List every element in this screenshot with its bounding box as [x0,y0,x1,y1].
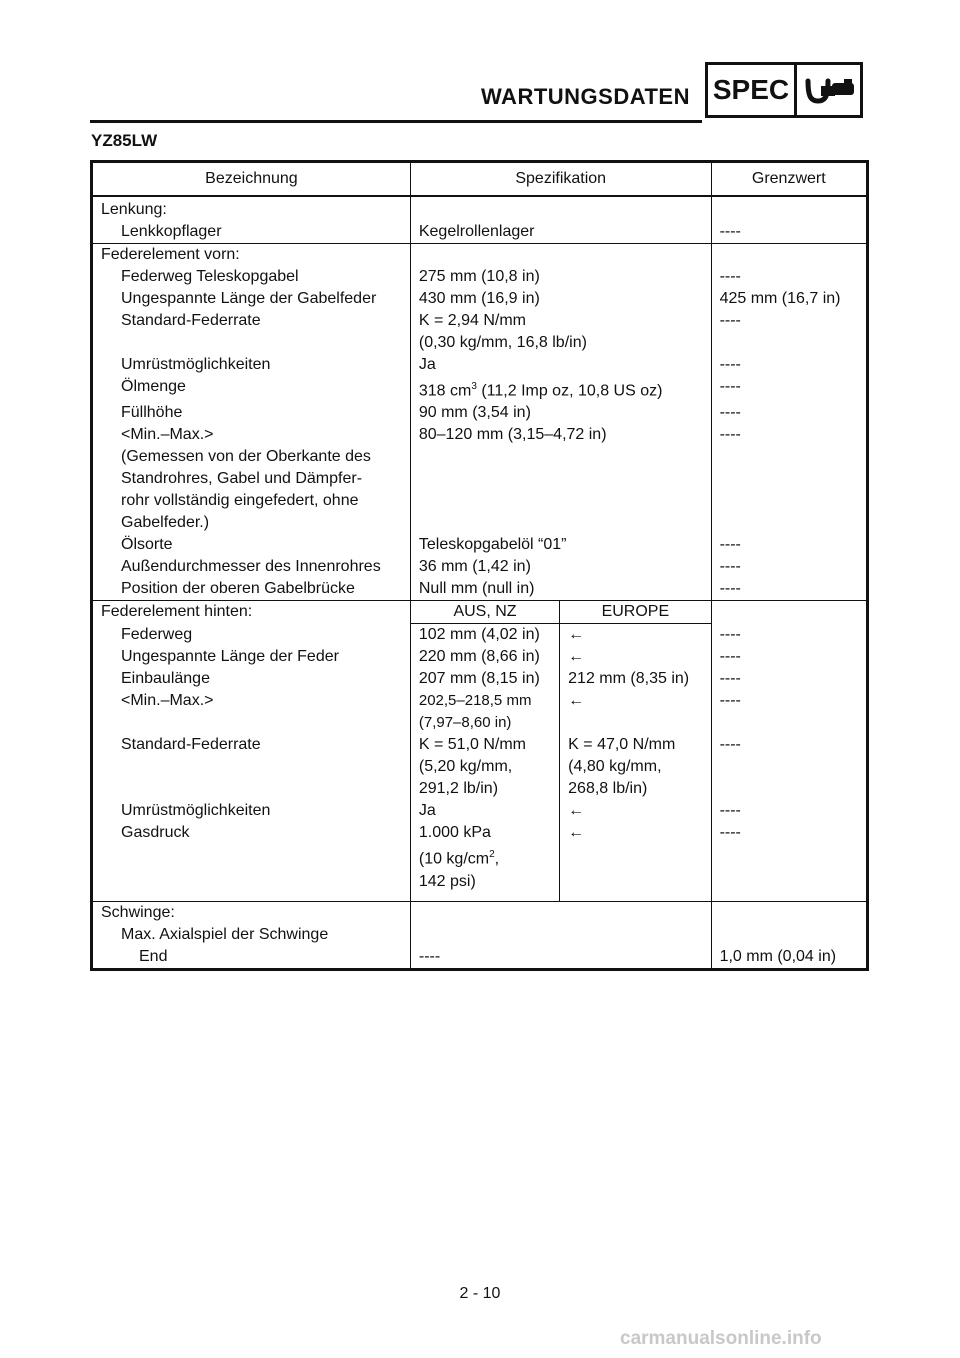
name-line: <Min.–Max.> [121,426,214,444]
spec-line: 1.000 kPa [418,824,491,842]
row-limit: ---- [711,534,867,556]
table-row [92,946,868,970]
row-name: Standard-Federrate [121,312,261,329]
row-limit: ---- [711,402,867,424]
spec-line: 202,5–218,5 mm [418,692,532,710]
row-spec-aus-nz [410,690,559,734]
row-limit: 1,0 mm (0,04 in) [711,946,867,970]
row-name: Füllhöhe [121,404,183,422]
row-spec: Null mm (null in) [410,578,711,601]
row-spec: 430 mm (16,9 in) [410,288,711,310]
row-limit: ---- [711,800,867,822]
row-limit: ---- [711,424,867,534]
name-line: (Gemessen von der Oberkante des [121,448,371,466]
table-row [92,668,868,690]
row-spec: Teleskopgabelöl “01” [410,534,711,556]
table-row [92,402,868,424]
row-name [92,424,411,534]
row-name: Umrüstmöglichkeiten [121,802,271,820]
row-spec: 36 mm (1,42 in) [410,556,711,578]
spec-text: , [494,850,500,868]
table-row [92,822,868,901]
row-limit: ---- [711,734,867,800]
page-header-title: WARTUNGSDATEN [481,84,690,109]
group-row [92,901,868,924]
model-heading: YZ85LW [91,131,158,150]
spec-line: (7,97–8,60 in) [418,714,512,732]
row-spec-europe: ← [560,822,711,901]
row-spec-aus-nz: 207 mm (8,15 in) [410,668,559,690]
spec-line: (0,30 kg/mm, 16,8 lb/in) [418,334,587,351]
group-label: Federelement hinten: [92,601,411,624]
group-label: Lenkung: [101,201,167,218]
table-row [92,646,868,668]
row-spec: ---- [410,946,711,970]
spec-text: (10 kg/cm [418,850,490,868]
table-row [92,924,868,946]
spec-line: 142 psi) [418,872,476,890]
row-name: Standard-Federrate [121,736,261,754]
table-row [92,376,868,402]
row-spec-aus-nz: 102 mm (4,02 in) [410,624,559,647]
row-spec [410,310,711,354]
row-spec: 90 mm (3,54 in) [410,402,711,424]
row-limit: ---- [711,646,867,668]
subheader-europe: EUROPE [560,601,711,624]
row-spec: 80–120 mm (3,15–4,72 in) [410,424,711,534]
row-name: <Min.–Max.> [121,692,214,710]
spec-line: 268,8 lb/in) [568,780,648,798]
spec-badge [705,62,863,118]
row-name: Position der oberen Gabelbrücke [121,580,355,598]
row-spec-aus-nz: 220 mm (8,66 in) [410,646,559,668]
spec-line: K = 51,0 N/mm [418,736,527,754]
table-row [92,800,868,822]
row-name: Ölmenge [121,378,186,395]
column-header: Grenzwert [711,162,867,197]
row-name: Gasdruck [121,824,190,842]
spec-table [90,160,869,971]
spec-line [419,844,551,870]
spec-line: (4,80 kg/mm, [568,758,662,776]
row-spec-europe: 212 mm (8,35 in) [560,668,711,690]
row-limit: ---- [711,556,867,578]
row-spec-europe [560,734,711,800]
row-name: Außendurchmesser des Innenrohres [121,558,381,576]
group-label: Federelement vorn: [92,244,411,267]
row-spec: 275 mm (10,8 in) [410,266,711,288]
row-spec-europe: ← [560,624,711,647]
row-name: End [139,947,168,965]
row-name: Einbaulänge [121,670,210,688]
row-spec: Kegelrollenlager [410,221,711,244]
row-name: Lenkkopflager [121,223,222,240]
name-line: Standrohres, Gabel und Dämpfer- [121,470,363,488]
row-spec-europe: ← [560,690,711,734]
spec-text: (11,2 Imp oz, 10,8 US oz) [476,382,663,400]
table-header-row [92,162,868,197]
row-limit: ---- [711,822,867,901]
row-spec [410,376,711,402]
subheader-aus-nz: AUS, NZ [410,601,559,624]
row-spec-aus-nz [410,822,559,901]
subgroup-label: Max. Axialspiel der Schwinge [121,925,329,943]
row-limit: ---- [711,376,867,402]
row-spec-aus-nz: Ja [410,800,559,822]
row-limit: ---- [711,624,867,647]
table-row [92,556,868,578]
column-header: Spezifikation [410,162,711,197]
name-line: Gabelfeder.) [121,514,210,532]
table-row [92,288,868,310]
table-row [92,354,868,376]
page-number: 2 - 10 [459,1285,501,1302]
header-rule [90,120,702,123]
group-row [92,196,868,221]
table-row [92,424,868,534]
column-header: Bezeichnung [92,162,411,197]
row-name: Federweg [121,625,193,643]
row-limit: ---- [711,221,867,244]
row-limit: ---- [711,690,867,734]
superscript: 3 [471,381,477,392]
row-name: Umrüstmöglichkeiten [121,356,271,373]
table-row [92,221,868,244]
row-name: Ungespannte Länge der Feder [121,648,339,666]
row-spec-aus-nz [410,734,559,800]
group-row [92,601,868,624]
spec-line: 291,2 lb/in) [418,780,499,798]
row-spec-europe: ← [560,646,711,668]
watermark: carmanualsonline.info [620,1328,822,1349]
row-limit: 425 mm (16,7 in) [711,288,867,310]
name-line: rohr vollständig eingefedert, ohne [121,492,359,510]
table-row [92,578,868,601]
spec-line: K = 47,0 N/mm [568,736,676,754]
table-row [92,734,868,800]
row-limit: ---- [711,266,867,288]
row-name: Ölsorte [121,536,173,554]
row-limit: ---- [711,354,867,376]
group-row [92,244,868,267]
wrench-icon [794,65,860,115]
row-name: Federweg Teleskopgabel [121,268,299,285]
table-row [92,266,868,288]
spec-line: K = 2,94 N/mm [418,312,527,329]
spec-badge-label: SPEC [708,65,797,115]
row-name: Ungespannte Länge der Gabelfeder [121,290,377,307]
row-spec-europe: ← [560,800,711,822]
spec-line: (5,20 kg/mm, [418,758,513,776]
table-row [92,310,868,354]
group-label: Schwinge: [92,901,411,924]
superscript: 2 [489,849,495,861]
table-row [92,690,868,734]
row-limit: ---- [711,310,867,354]
table-row [92,624,868,647]
row-limit: ---- [711,578,867,601]
table-row [92,534,868,556]
spec-text: 318 cm [418,382,472,400]
row-limit: ---- [711,668,867,690]
row-spec: Ja [410,354,711,376]
